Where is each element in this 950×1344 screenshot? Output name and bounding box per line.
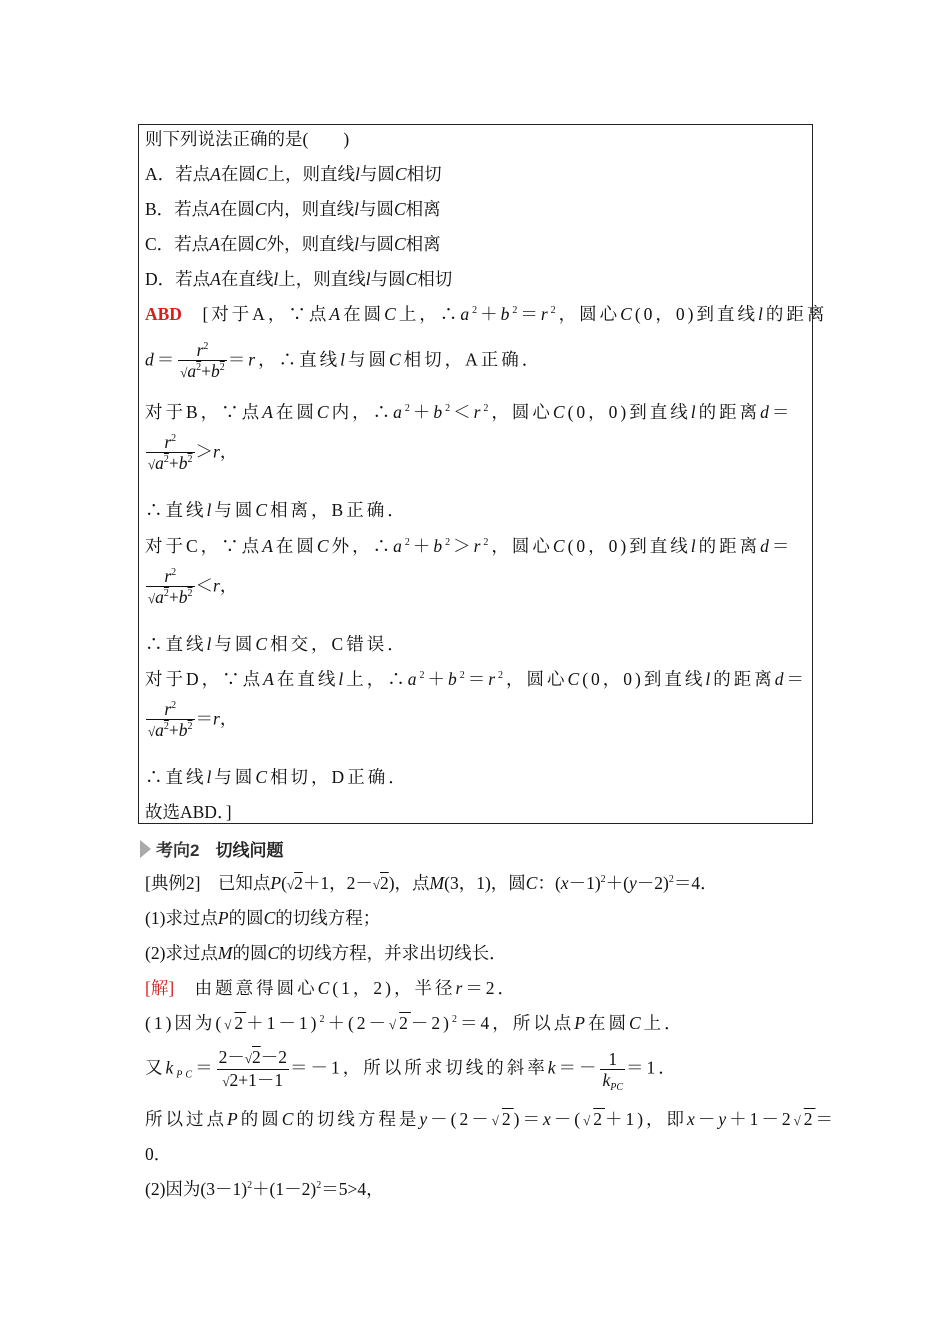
answer-line-a2: d＝ $\frac{r^2}{√a^2+b^2}$ ＝r，∴直线l与圆C相切，A正确． — [145, 340, 543, 381]
solution-s1: [解] 由题意得圆心C(1，2)，半径r＝2． — [145, 978, 519, 998]
solution-s2: (1)因为$(√2+1-1)^2+(2-√2-2)^2=4$，所以点P在圆C上． — [145, 1013, 685, 1033]
option-d: D．若点A在直线l上，则直线l与圆C相切 — [145, 269, 453, 289]
option-b: B．若点A在圆C内，则直线l与圆C相离 — [145, 199, 441, 219]
answer-line-c1: 对于C，∵点A在圆C外，$\therefore a^2+b^2>r^2$，圆心C(0，0)到直线l的距离d＝ — [145, 536, 793, 556]
answer-line-d1: 对于D，∵点A在直线l上，$\therefore a^2+b^2=r^2$，圆心C(0，0)到直线l的距离d＝ — [145, 669, 807, 689]
triangle-icon — [140, 840, 151, 858]
option-a: A．若点A在圆C上，则直线l与圆C相切 — [145, 164, 442, 184]
solution-tag: [解] — [145, 978, 175, 998]
question-stem: 则下列说法正确的是( ) — [145, 129, 350, 149]
question-box — [138, 124, 813, 824]
answer-line-b3: ∴直线l与圆C相离，B正确． — [145, 500, 408, 520]
answer-key: ABD — [145, 304, 182, 324]
solution-s4: 所以过点P的圆C的切线方程是y－(2－√2)＝x－(√2＋1)，即x－y＋1－2√2＝ — [145, 1109, 836, 1129]
solution-s6: (2)因为$(3-1)^2+(1-2)^2=5>4$， — [145, 1179, 384, 1199]
section-number: 考向2 — [156, 841, 200, 860]
answer-line-c3: ∴直线l与圆C相交，C错误． — [145, 634, 408, 654]
section-title: 切线问题 — [215, 841, 284, 860]
example-statement: [典例2] 已知点P(√2＋1，2－√2)，点M(3，1)，圆C：$(x-1)^2+(y-2)^2=4$． — [145, 873, 718, 893]
example-q1: (1)求过点P的圆C的切线方程； — [145, 908, 381, 928]
solution-s3: 又$k_{PC}=$ $\frac{2-√2-2}{√2+1-1}$ ＝－1，所以所求切线的斜率k＝－ $\frac{1}{k_{PC}}$ ＝1． — [145, 1047, 679, 1093]
answer-line-b1: 对于B，∵点A在圆C内，$\therefore a^2+b^2<r^2$，圆心C(0，0)到直线l的距离d＝ — [145, 402, 793, 422]
example-q2: (2)求过点M的圆C的切线方程，并求出切线长． — [145, 943, 507, 963]
answer-line-c2: $\frac{r^2}{√a^2+b^2}$ ＜r， — [148, 566, 238, 607]
example-tag: [典例2] — [145, 873, 201, 893]
answer-line-a1: ABD [对于A，∵点A在圆C上，$\therefore a^2+b^2=r^2$，圆心C(0，0)到直线l的距离 — [145, 304, 828, 324]
option-c: C．若点A在圆C外，则直线l与圆C相离 — [145, 234, 441, 254]
answer-end: 故选ABD．] — [145, 802, 232, 822]
answer-line-b2: $\frac{r^2}{√a^2+b^2}$ ＞r， — [148, 432, 238, 473]
section-header — [140, 836, 283, 862]
solution-s5: 0． — [145, 1144, 172, 1164]
answer-line-d2: $\frac{r^2}{√a^2+b^2}$ ＝r， — [148, 699, 238, 740]
answer-line-d3: ∴直线l与圆C相切，D正确． — [145, 767, 409, 787]
